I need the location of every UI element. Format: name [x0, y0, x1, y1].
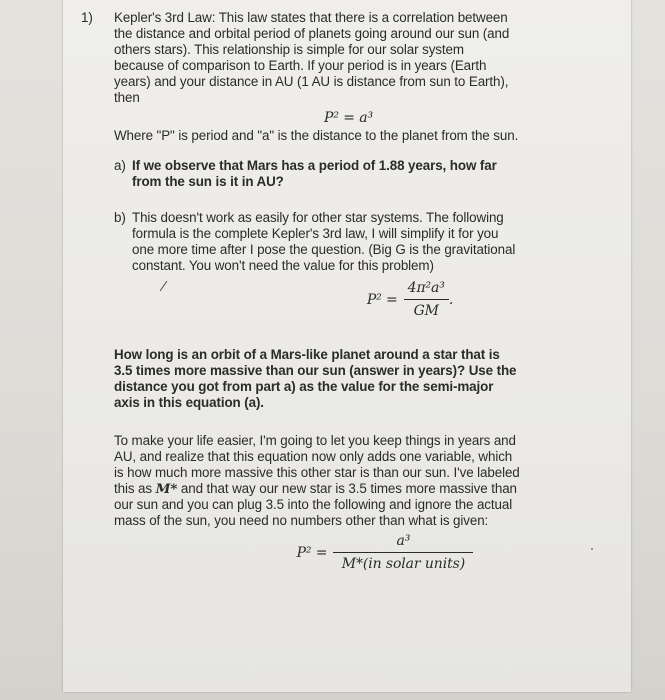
fraction-denominator: GM — [413, 303, 439, 319]
where-line: Where "P" is period and "a" is the distance to the planet from the sun. — [114, 128, 519, 143]
part-a-line: from the sun is it in AU? — [132, 174, 284, 189]
how-long-line: axis in this equation (a). — [114, 395, 264, 410]
part-a-line: If we observe that Mars has a period of 1.88 years, how far — [132, 158, 497, 173]
how-long-line: distance you got from part a) as the value for the semi-major — [114, 379, 494, 394]
equation-fraction — [333, 533, 473, 572]
para-line: To make your life easier, I'm going to let you keep things in years and — [114, 433, 516, 448]
part-a — [114, 158, 616, 190]
question-content — [81, 10, 616, 572]
intro-line: the distance and orbital period of planets going around our sun (and — [114, 26, 510, 41]
kepler-equation: P² = a³ — [324, 110, 373, 126]
part-b-line: This doesn't work as easily for other star systems. The following — [132, 210, 504, 225]
question-number: 1) — [81, 10, 93, 25]
fraction-denominator: M*(in solar units) — [341, 556, 466, 572]
part-b-line: constant. You won't need the value for this problem) — [132, 258, 434, 273]
para-line: mass of the sun, you need no numbers other than what is given: — [114, 513, 489, 528]
intro-line: then — [114, 90, 140, 105]
equation-lhs: P² = — [296, 544, 328, 561]
how-long-line: How long is an orbit of a Mars-like planet around a star that is — [114, 347, 500, 362]
intro-line: Kepler's 3rd Law: This law states that there is a correlation between — [114, 10, 508, 25]
equation-fraction — [404, 280, 449, 319]
worksheet-page — [63, 0, 631, 692]
para-line: is how much more massive this other star is than our sun. I've labeled — [114, 465, 520, 480]
para-text: this as — [114, 481, 156, 496]
para-line: AU, and realize that this equation now only adds one variable, which — [114, 449, 513, 464]
part-b-label: b) — [114, 210, 126, 225]
para-line: our sun and you can plug 3.5 into the following and ignore the actual — [114, 497, 513, 512]
intro-line: years) and your distance in AU (1 AU is distance from sun to Earth), — [114, 74, 509, 89]
fraction-numerator: 4π²a³ — [407, 280, 445, 296]
equation-end: . — [448, 291, 454, 308]
part-a-label: a) — [114, 158, 126, 173]
part-b-line: one more time after I pose the question. (Big G is the gravitational — [132, 242, 516, 257]
part-b-line: formula is the complete Kepler's 3rd law, I will simplify it for you — [132, 226, 499, 241]
intro-line: because of comparison to Earth. If your period is in years (Earth — [114, 58, 487, 73]
equation-lhs: P² = — [366, 291, 398, 308]
fraction-numerator: a³ — [396, 533, 411, 549]
para-text: and that way our new star is 3.5 times more massive than — [177, 481, 517, 496]
part-b — [114, 210, 616, 319]
full-kepler-equation — [204, 280, 616, 319]
how-long-question — [114, 347, 616, 411]
star-mass-symbol: M* — [155, 481, 178, 497]
simplification-paragraph — [114, 433, 616, 572]
how-long-line: 3.5 times more massive than our sun (answer in years)? Use the — [114, 363, 517, 378]
intro-line: others stars). This relationship is simple for our solar system — [114, 42, 464, 57]
simplified-equation — [154, 533, 616, 572]
para-line — [114, 481, 616, 497]
question-intro — [114, 10, 616, 106]
